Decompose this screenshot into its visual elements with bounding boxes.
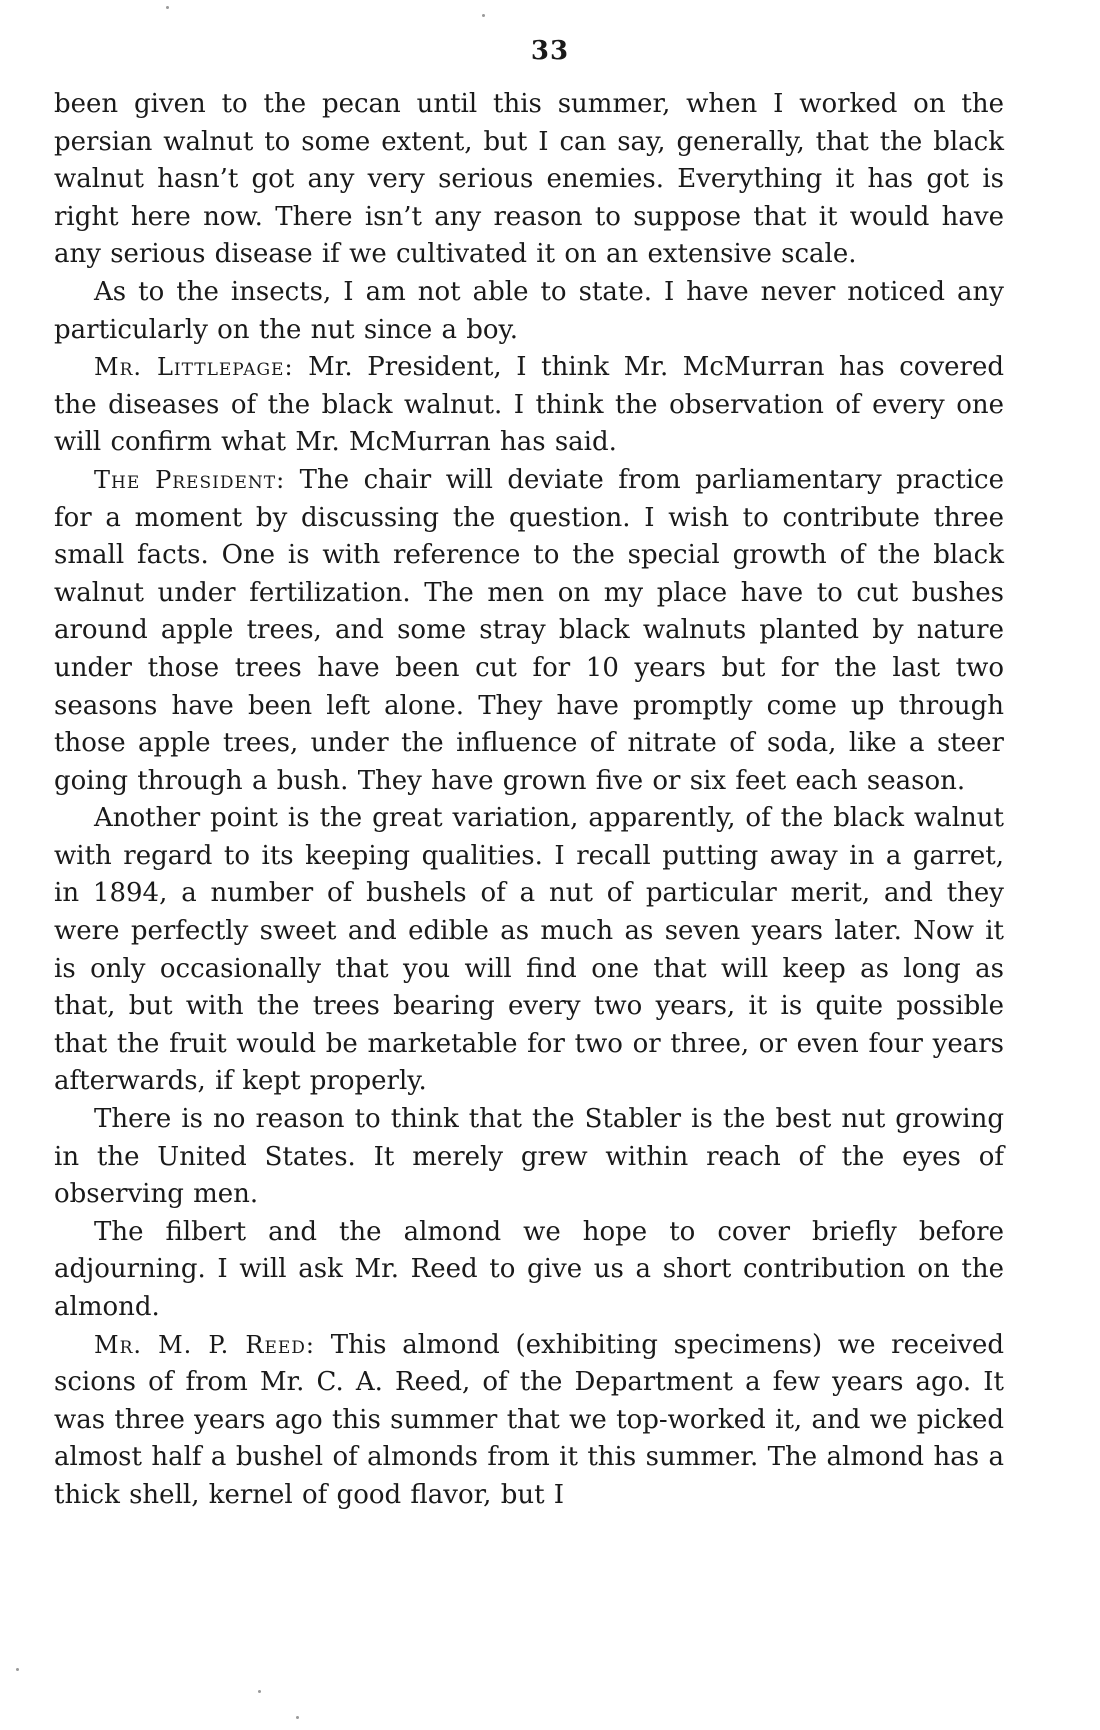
paragraph-text: The filbert and the almond we hope to cover briefly before adjourning. I will ask Mr. Reed to give us a short contribution on the almond. (54, 1216, 1004, 1322)
paragraph-text: Another point is the great variation, apparently, of the black walnut with regard to its keeping qualities. I recall putting away in a garret, in 1894, a number of bushels of a nut of particular merit, and they were perfectly sweet and edible as much as seven years later. Now it is only occasionally that you will find one that will keep as long as that, but with the trees bearing every two years, it is quite possible that the fruit would be marketable for two or three, or even four years afterwards, if kept properly. (54, 803, 1004, 1097)
speaker-name: The President: (94, 465, 286, 494)
paragraph-text: This almond (exhibiting specimens) we received scions of from Mr. C. A. Reed, of the Department a few years ago. It was three years ago this summer that we top-worked it, and we picked almost half a bushel of almonds from it this summer. The almond has a thick shell, kernel of good flavor, but I (54, 1329, 1004, 1510)
scan-speck (166, 6, 169, 9)
page-number: 33 (530, 36, 570, 66)
paragraph-text: been given to the pecan until this summer, when I worked on the persian walnut to some extent, but I can say, generally, that the black walnut hasn’t got any very serious enemies. Everything it has got is right here now. There isn’t any reason to suppose that it would have any serious disease if we cultivated it on an extensive scale. (54, 89, 1004, 270)
paragraph-littlepage (54, 349, 1004, 462)
paragraph-text: Mr. President, I think Mr. McMurran has covered the diseases of the black walnut. I think the observation of every one will confirm what Mr. McMurran has said. (54, 352, 1004, 458)
scan-speck (296, 1716, 299, 1719)
paragraph-text: The chair will deviate from parliamentary practice for a moment by discussing the question. I wish to contribute three small facts. One is with reference to the special growth of the black walnut under fertilization. The men on my place have to cut bushes around apple trees, and some stray black walnuts planted by nature under those trees have been cut for 10 years but for the last two seasons have been left alone. They have promptly come up through those apple trees, under the influence of nitrate of soda, like a steer going through a bush. They have grown five or six feet each season. (54, 464, 1005, 796)
paragraph-continued (54, 86, 1004, 274)
speaker-name: Mr. Littlepage: (94, 353, 294, 382)
paragraph-text: As to the insects, I am not able to state. I have never noticed any particularly on the nut since a boy. (54, 276, 1004, 345)
paragraph-insects (54, 274, 1004, 349)
paragraph-text: There is no reason to think that the Stabler is the best nut growing in the United States. It merely grew within reach of the eyes of observing men. (54, 1104, 1004, 1210)
body-text (54, 86, 1004, 1515)
scan-speck (16, 1668, 19, 1671)
paragraph-stabler (54, 1101, 1004, 1214)
paragraph-president (54, 462, 1004, 800)
scan-speck (258, 1690, 261, 1693)
scan-speck (482, 14, 485, 17)
paragraph-reed (54, 1327, 1004, 1515)
paragraph-keeping-qualities (54, 800, 1004, 1101)
speaker-name: Mr. M. P. Reed: (94, 1330, 316, 1359)
paragraph-filbert-almond (54, 1214, 1004, 1327)
